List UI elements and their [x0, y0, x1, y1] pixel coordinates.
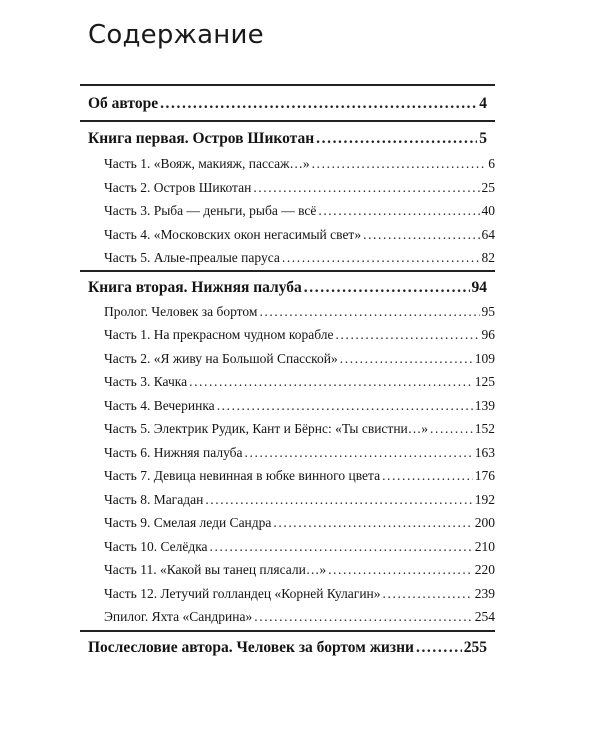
toc-entry-chapter[interactable] [104, 203, 495, 219]
entry-label: Об авторе [88, 95, 159, 112]
entry-label: Часть 4. Вечеринка [104, 398, 215, 413]
toc-entry-chapter[interactable] [104, 421, 495, 437]
entry-page: 152 [474, 421, 495, 436]
entry-page: 239 [474, 586, 495, 601]
entry-page: 210 [474, 539, 495, 554]
entry-label: Часть 5. Алые-преалые паруса [104, 250, 280, 265]
entry-page: 25 [481, 180, 495, 195]
dot-leader [210, 539, 473, 555]
toc-entry-chapter[interactable] [104, 327, 495, 343]
toc-entry-chapter[interactable] [104, 398, 495, 414]
entry-label: Часть 7. Девица невинная в юбке винного цвета [104, 468, 381, 483]
entry-label: Часть 12. Летучий голландец «Корней Кулагин» [104, 586, 381, 601]
dot-leader [259, 304, 479, 320]
toc-entry-chapter[interactable] [104, 515, 495, 531]
entry-label: Часть 1. На прекрасном чудном корабле [104, 327, 334, 342]
entry-page: 125 [474, 374, 495, 389]
dot-leader [336, 327, 480, 343]
divider [80, 630, 495, 632]
toc-entry-chapter[interactable] [104, 351, 495, 367]
toc-entry-afterword[interactable] [88, 639, 487, 657]
dot-leader [363, 227, 479, 243]
entry-page: 109 [474, 351, 495, 366]
entry-page: 82 [481, 250, 495, 265]
entry-page: 192 [474, 492, 495, 507]
toc-entry-chapter[interactable] [104, 586, 495, 602]
entry-page: 64 [481, 227, 495, 242]
page-title: Содержание [88, 20, 264, 50]
entry-label: Часть 8. Магадан [104, 492, 204, 507]
entry-page: 255 [463, 639, 487, 656]
entry-label: Часть 11. «Какой вы танец плясали…» [104, 562, 327, 577]
entry-label: Часть 2. Остров Шикотан [104, 180, 252, 195]
entry-label: Часть 10. Селёдка [104, 539, 208, 554]
toc-entry-book2[interactable] [88, 279, 487, 297]
dot-leader [160, 95, 477, 113]
dot-leader [304, 279, 470, 297]
dot-leader [312, 156, 487, 172]
entry-page: 139 [474, 398, 495, 413]
entry-label: Часть 9. Смелая леди Сандра [104, 515, 272, 530]
entry-label: Часть 4. «Московских окон негасимый свет» [104, 227, 362, 242]
entry-label: Часть 6. Нижняя палуба [104, 445, 243, 460]
toc-entry-chapter[interactable] [104, 562, 495, 578]
entry-label: Эпилог. Яхта «Сандрина» [104, 609, 253, 624]
dot-leader [205, 492, 472, 508]
entry-page: 254 [474, 609, 495, 624]
dot-leader [430, 421, 473, 437]
dot-leader [340, 351, 473, 367]
entry-label: Книга вторая. Нижняя палуба [88, 279, 302, 296]
dot-leader [254, 609, 473, 625]
toc-entry-chapter[interactable] [104, 227, 495, 243]
dot-leader [217, 398, 473, 414]
dot-leader [382, 468, 473, 484]
toc-entry-chapter[interactable] [104, 304, 495, 320]
divider [80, 84, 495, 86]
entry-label: Часть 5. Электрик Рудик, Кант и Бёрнс: «Ты свистни…» [104, 421, 429, 436]
toc-entry-chapter[interactable] [104, 539, 495, 555]
toc-entry-chapter[interactable] [104, 468, 495, 484]
toc-entry-chapter[interactable] [104, 445, 495, 461]
toc-entry-chapter[interactable] [104, 250, 495, 266]
divider [80, 120, 495, 122]
dot-leader [316, 130, 477, 148]
toc-entry-chapter[interactable] [104, 374, 495, 390]
entry-page: 163 [474, 445, 495, 460]
dot-leader [273, 515, 472, 531]
entry-label: Пролог. Человек за бортом [104, 304, 258, 319]
entry-label: Часть 2. «Я живу на Большой Спасской» [104, 351, 338, 366]
entry-page: 5 [479, 130, 487, 147]
entry-label: Послесловие автора. Человек за бортом жизни [88, 639, 414, 656]
entry-page: 95 [481, 304, 495, 319]
entry-label: Книга первая. Остров Шикотан [88, 130, 315, 147]
entry-page: 96 [481, 327, 495, 342]
dot-leader [189, 374, 473, 390]
toc-entry-chapter[interactable] [104, 492, 495, 508]
entry-label: Часть 3. Качка [104, 374, 188, 389]
entry-page: 220 [474, 562, 495, 577]
dot-leader [245, 445, 473, 461]
toc-entry-chapter[interactable] [104, 180, 495, 196]
divider [80, 270, 495, 272]
dot-leader [253, 180, 479, 196]
entry-label: Часть 1. «Вояж, макияж, пассаж…» [104, 156, 310, 171]
dot-leader [328, 562, 473, 578]
entry-page: 200 [474, 515, 495, 530]
dot-leader [383, 586, 473, 602]
dot-leader [318, 203, 479, 219]
toc-entry-chapter[interactable] [104, 156, 495, 172]
entry-page: 6 [488, 156, 495, 171]
entry-page: 4 [479, 95, 487, 112]
entry-label: Часть 3. Рыба — деньги, рыба — всё [104, 203, 317, 218]
toc-entry-book1[interactable] [88, 130, 487, 148]
entry-page: 94 [471, 279, 487, 296]
dot-leader [416, 639, 462, 657]
toc-entry-about[interactable] [88, 95, 487, 113]
entry-page: 176 [474, 468, 495, 483]
dot-leader [282, 250, 480, 266]
toc-entry-chapter[interactable] [104, 609, 495, 625]
entry-page: 40 [481, 203, 495, 218]
